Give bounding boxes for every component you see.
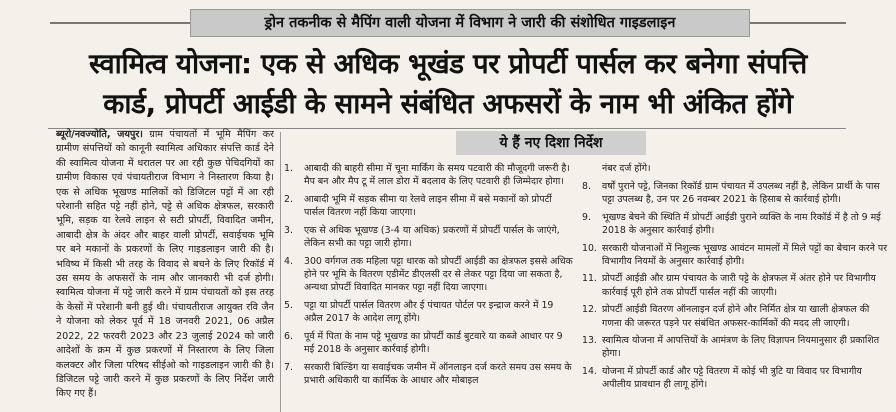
- guideline-number: 14.: [582, 366, 597, 378]
- intro-text: ग्राम पंचायतों में भूमि मैपिंग कर ग्रामीण संपत्तियों को कानूनी स्वामित्व अधिकार संपत्ति कार्ड देने की स्वामित्व योजना में धरातल पर आ रही कुछ पेचिदगियों का ग्रामीण विकास एवं पंचायतीराज विभाग ने निस्तारण किया है। एक से अधिक भूखण्ड मालिकों को डिजिटल पट्टों में आ रही परेशानी सहित पट्टे नहीं होने, पट्टे से अधिक क्षेत्रफल, सरकारी भूमि, सड़क या रेलवे लाइन से सटी प्रोपर्टी, विवादित जमीन, आबादी क्षेत्र के अंदर और बाहर वाली प्रोपर्टी, सवाईचक भूमि पर बने मकानों के प्रकरणों के लिए गाइडलाइन जारी की है। भविष्य में किसी भी तरह के विवाद से बचने के लिए रिकॉर्ड में उस समय के अफसरों के नाम और जानकारी भी दर्ज होगी। स्वामित्व योजना में पट्टे जारी करने में ग्राम पंचायतों को इस तरह के केसों में परेशानी बनी हुई थी। पंचायतीराज आयुक्त रवि जैन ने योजना को लेकर पूर्व में 18 जनवरी 2021, 06 अप्रैल 2022, 22 फरवरी 2023 और 23 जुलाई 2024 को जारी आदेशों के क्रम में कुछ प्रकरणों में निस्तारण के लिए जिला कलक्टर और जिला परिषद सीईओ को गाइडलाइन जारी की है। डिजिटल पट्टे जारी करने में कुछ प्रकरणों के लिए निर्देश जारी किए गए हैं।: [56, 129, 274, 400]
- guideline-item: [582, 211, 890, 237]
- main-headline: [10, 44, 886, 124]
- guideline-item: [284, 162, 574, 188]
- guideline-text: प्रोपर्टी आईडी और ग्राम पंचायत के जारी पट्टे के क्षेत्रफल में अंतर होने पर विभागीय कार्रवाई पूरी होने तक प्रोपर्टी पार्सल नहीं की जाएगी।: [602, 273, 876, 298]
- guideline-text: भूखण्ड बेचने की स्थिति में प्रोपर्टी आईडी पुराने व्यक्ति के नाम रिकॉर्ड में है तो 9 मई 2018 के अनुसार कार्रवाई होगी।: [602, 211, 881, 236]
- guideline-text: सरकारी बिल्डिंग या सवाईचक जमीन में ऑनलाइन दर्ज करते समय उस समय के प्रभारी अधिकारी या कार्मिक के आधार और मोबाइल: [304, 361, 572, 386]
- guideline-number: 7.: [284, 361, 293, 373]
- guideline-text: वर्षों पुराने पट्टे, जिनका रिकॉर्ड ग्राम पंचायत में उपलब्ध नहीं है, लेकिन प्रार्थी के पास पट्टा उपलब्ध है, उन पर 26 नवम्बर 2021 के हिसाब से कार्रवाई होगी।: [602, 180, 880, 205]
- guideline-text: आबादी भूमि में सड़क सीमा या रेलवे लाइन सीमा में बसे मकानों को प्रोपर्टी पार्सल वितरण नहीं किया जाएगा।: [304, 193, 552, 219]
- guideline-number: 6.: [284, 330, 293, 342]
- guidelines-list-right: [582, 162, 890, 412]
- headline-line-1: स्वामित्व योजना: एक से अधिक भूखंड पर प्रोपर्टी पार्सल कर बनेगा संपत्ति: [88, 48, 808, 80]
- guideline-item: [284, 361, 574, 387]
- guideline-number: 12.: [582, 304, 597, 316]
- byline: ब्यूरो/नवज्योति, जयपुर।: [56, 129, 143, 140]
- kicker-headline: ड्रोन तकनीक से मैपिंग वाली योजना में विभाग ने जारी की संशोधित गाइडलाइन: [190, 9, 750, 37]
- guideline-text: प्रोपर्टी आईडी वितरण ऑनलाइन दर्ज होने और निर्मित क्षेत्र या खाली क्षेत्रफल की गणना की जरूरत पड़ने पर संबंधित अफसर-कार्मिकों की मदद ली जाएगी।: [602, 304, 870, 329]
- guideline-text: योजना में प्रोपर्टी कार्ड और पट्टे वितरण में कोई भी त्रुटि या विवाद पर विभागीय अपीलीय प्रावधान ही लागू होंगे।: [602, 366, 862, 391]
- guideline-item: [582, 180, 890, 206]
- guideline-text: 300 वर्गगज तक महिला पट्टा धारक को प्रोपर्टी आईडी का क्षेत्रफल इससे अधिक होने पर भूमि के वितरण एडीमेंट डीएलसी दर से लेकर पट्टा दिया जा सकता है, अन्यथा प्रोपर्टी विवादित मानकर पट्टा नहीं दिया जाएगा।: [304, 255, 573, 294]
- guideline-number: 4.: [284, 255, 293, 267]
- guideline-text: एक से अधिक भूखण्ड (3-4 या अधिक) प्रकरणों में प्रोपर्टी पार्सल के जाएंगे, लेकिन सभी का पट्टा जारी होगा।: [304, 224, 560, 250]
- guideline-number: 8.: [582, 180, 591, 192]
- column-divider: [280, 132, 281, 412]
- guideline-number: 3.: [284, 224, 293, 236]
- guideline-item: [284, 299, 574, 325]
- guideline-text: पूर्व में पिता के नाम पट्टे भूखण्ड का प्रोपर्टी कार्ड बुटवारे या कब्जे आधार पर 9 मई 2018 के अनुसार कार्रवाई होगी।: [304, 330, 563, 355]
- guideline-number: 1.: [284, 163, 293, 174]
- guidelines-subheading: ये हैं नए दिशा निर्देश: [456, 131, 646, 155]
- guideline-item: [284, 330, 574, 356]
- guideline-number: [582, 162, 602, 175]
- guideline-text: पट्टा या प्रोपर्टी पार्सल वितरण और ई पंचायत पोर्टल पर इन्द्राज करने में 19 अप्रैल 2017 के आदेश लागू होंगे।: [304, 299, 554, 325]
- guideline-item: [582, 334, 890, 360]
- guideline-number: 5.: [284, 299, 293, 311]
- guideline-item: [284, 193, 574, 219]
- guidelines-list-middle: [284, 162, 574, 412]
- guideline-item: [582, 365, 890, 391]
- guideline-number: 13.: [582, 335, 597, 347]
- guideline-text: आबादी की बाहरी सीमा में चूना मार्किंग के समय पटवारी की मौजूदगी जरूरी है। मैप बन और मैप टू में लाल डोरा में बदलाव के लिए पटवारी ही जिम्मेदार होगा।: [304, 163, 570, 188]
- guideline-item: [284, 255, 574, 295]
- guideline-text: स्वामित्व योजना में आपत्तियों के आमंत्रण के लिए विज्ञापन नियमानुसार ही प्रकाशित होगा।: [602, 335, 880, 360]
- guideline-item: [284, 224, 574, 250]
- guideline-item: [582, 303, 890, 329]
- guideline-number: 9.: [582, 211, 591, 223]
- kicker-bar: [0, 8, 896, 38]
- guideline-number: 11.: [582, 273, 597, 285]
- guideline-number: 10.: [582, 242, 597, 254]
- headline-line-2: कार्ड, प्रोपर्टी आईडी के सामने संबंधित अफसरों के नाम भी अंकित होंगे: [103, 88, 793, 120]
- intro-column: [56, 128, 274, 412]
- guideline-item: [582, 162, 890, 175]
- guideline-text: सरकारी योजनाओं में निशुल्क भूखण्ड आवंटन मामलों में मिले पट्टों का बेचान करने पर विभागीय नियमों के अनुसार कार्रवाई होगी।: [602, 242, 888, 267]
- guideline-item: [582, 242, 890, 268]
- guideline-text: नंबर दर्ज होंगे।: [602, 163, 651, 174]
- guideline-number: 2.: [284, 193, 293, 205]
- guideline-item: [582, 272, 890, 298]
